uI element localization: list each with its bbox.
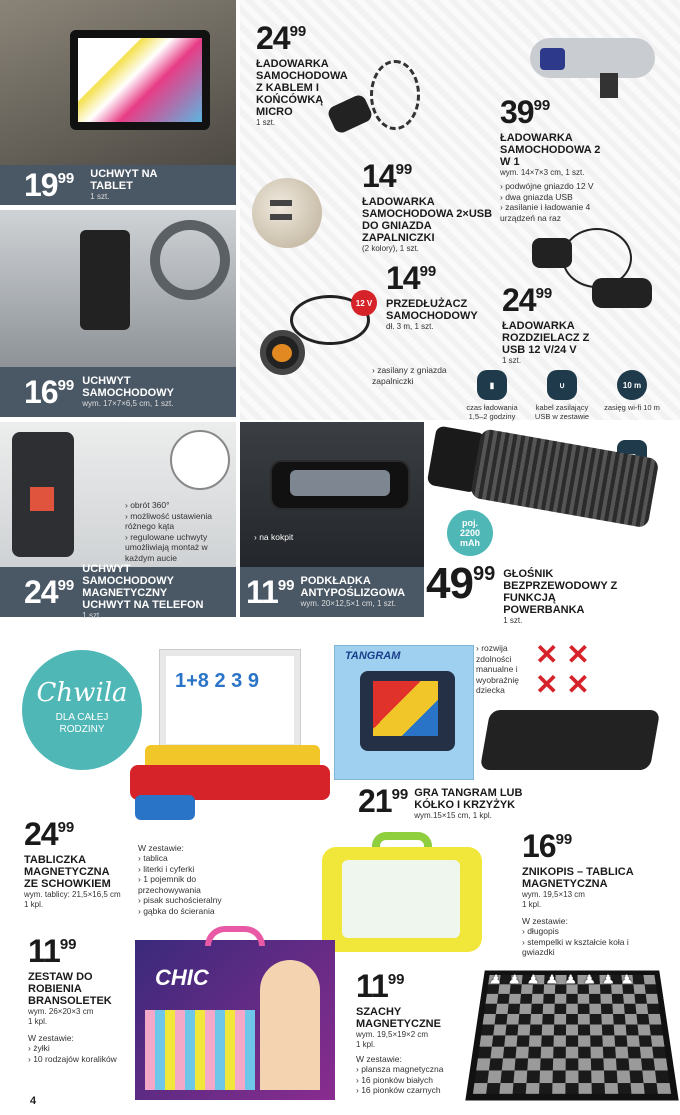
product-title: GRA TANGRAM LUB KÓŁKO I KRZYŻYK	[414, 787, 523, 811]
price: 14 99	[386, 260, 437, 296]
extension-features: › zasilany z gniazda zapalniczki	[372, 365, 447, 386]
wifi-icon: 10 m	[617, 370, 647, 400]
product-qty: wym. 19,5×13 cm	[522, 890, 585, 899]
feature-list: › podwójne gniazdo 12 V › dwa gniazda USB › zasilanie i ładowanie 4 urządzeń na raz	[500, 181, 670, 223]
chwila-script: Chwila	[36, 678, 128, 708]
product-splitter	[502, 284, 612, 366]
product-chess: 11 99 SZACHY MAGNETYCZNE wym. 19,5×19×2 cm 1 kpl. W zestawie: › plansza magnetyczna › 16 pionków białych › 16 pionków czarnych	[356, 970, 476, 1096]
price: 11 99	[28, 933, 77, 969]
product-speaker	[426, 559, 676, 626]
chwila-badge	[22, 650, 142, 770]
magnetic-holder-bar	[0, 563, 236, 620]
set-label: W zestawie:	[356, 1054, 402, 1064]
product-qty: wym. 17×7×6,5 cm, 1 szt.	[82, 399, 174, 408]
product-2usb-charger	[362, 160, 512, 254]
price: 11 99	[246, 574, 295, 610]
product-title: PODKŁADKA ANTYPOŚLIZGOWA	[300, 575, 406, 599]
product-qty-2: 1 kpl.	[28, 1017, 48, 1026]
product-qty: wym. 26×20×3 cm	[28, 1007, 94, 1016]
magnetic-holder-photo	[0, 422, 236, 567]
magnetic-holder-features: › obrót 360° › możliwość ustawienia różnego kąta › regulowane uchwyty umożliwiają montaż w każdym aucie	[125, 500, 235, 563]
product-qty: wym.15×15 cm, 1 kpl.	[414, 811, 492, 820]
tangram-box-photo	[334, 645, 474, 780]
usb-cable-feature: ∪ kabel zasilający USB w zestawie	[530, 370, 594, 421]
product-title: ZESTAW DO ROBIENIA BRANSOLETEK	[28, 971, 112, 1007]
chwila-sub: DLA CAŁEJ RODZINY	[55, 712, 109, 735]
price: 16 99	[24, 374, 75, 410]
product-qty: wym. tablicy: 21,5×16,5 cm	[24, 890, 121, 899]
price: 21 99	[358, 783, 409, 819]
price: 49 99	[426, 559, 496, 608]
product-title: UCHWYT SAMOCHODOWY	[82, 375, 174, 399]
product-2in1-charger	[500, 96, 670, 223]
product-qty: 1 szt.	[256, 118, 276, 127]
anti-slip-mat-bar	[240, 567, 424, 617]
set-label: W zestawie:	[138, 843, 184, 853]
magnetic-board-set: W zestawie: › tablica › literki i cyferki › 1 pojemnik do przechowywania › pisak suchościeralny › gąbka do ścierania	[138, 843, 258, 916]
price: 24 99	[24, 816, 75, 852]
usb-cable-icon: ∪	[547, 370, 577, 400]
set-label: W zestawie:	[28, 1033, 74, 1043]
product-qty: 1 szt.	[82, 611, 102, 620]
drawing-board-photo	[322, 832, 482, 957]
price: 24 99	[502, 282, 553, 318]
product-title: ŁADOWARKA SAMOCHODOWA 2 W 1	[500, 132, 601, 168]
product-title: UCHWYT NA TABLET	[90, 168, 158, 192]
capacity-badge: poj. 2200 mAh	[447, 510, 493, 556]
tangram-box-label: TANGRAM	[345, 650, 401, 662]
product-magnetic-board	[24, 818, 139, 910]
product-qty: wym. 19,5×19×2 cm	[356, 1030, 429, 1039]
mat-features: › na kokpit	[254, 532, 293, 543]
tablet-holder-photo	[0, 0, 236, 165]
tictactoe-photo: ✕ ✕ ✕ ✕	[485, 640, 660, 785]
car-phone-holder-bar	[0, 367, 236, 417]
price: 24 99	[256, 20, 307, 56]
car-phone-holder-photo	[0, 210, 236, 367]
price: 19 99	[24, 167, 75, 203]
product-qty: (2 kolory), 1 szt.	[362, 244, 419, 253]
product-qty: dł. 3 m, 1 szt.	[386, 322, 434, 331]
tangram-features: › rozwija zdolności manualne i wyobraźnię dziecka	[476, 643, 541, 696]
page-number: 4	[30, 1095, 37, 1107]
product-qty: 1 szt.	[90, 192, 110, 201]
price: 11 99	[356, 968, 405, 1004]
product-title: TABLICZKA MAGNETYCZNA ZE SCHOWKIEM	[24, 854, 111, 890]
magnetic-board-photo: 1+8 2 3 9	[125, 645, 330, 830]
product-title: ZNIKOPIS – TABLICA MAGNETYCZNA	[522, 866, 634, 890]
bracelet-box-label: CHIC	[155, 965, 209, 990]
product-drawing-board: 16 99 ZNIKOPIS – TABLICA MAGNETYCZNA wym. 19,5×13 cm 1 kpl. W zestawie: › długopis › stempelki w kształcie koła i gwiazdki	[522, 830, 662, 958]
product-qty: 1 szt.	[503, 616, 523, 625]
price: 39 99	[500, 94, 551, 130]
product-qty-2: 1 kpl.	[522, 900, 542, 909]
cable-charger-photo	[330, 60, 420, 140]
product-extension	[386, 262, 496, 332]
product-qty: 1 szt.	[502, 356, 522, 365]
product-title: SZACHY MAGNETYCZNE	[356, 1006, 441, 1030]
chess-board-photo: ♟♟♟♟♟♟♟♟	[465, 971, 678, 1101]
product-title: ŁADOWARKA SAMOCHODOWA Z KABLEM I KOŃCÓWKĄ MICRO	[256, 58, 348, 118]
battery-icon: ▮	[477, 370, 507, 400]
price: 24 99	[24, 574, 75, 610]
voltage-badge: 12 V	[351, 290, 377, 316]
product-qty: wym. 14×7×3 cm, 1 szt.	[500, 168, 585, 177]
product-title: UCHWYT SAMOCHODOWY MAGNETYCZNY UCHWYT NA TELEFON	[82, 563, 204, 611]
battery-feature: ▮ czas ładowania 1,5–2 godziny	[460, 370, 524, 421]
product-title: ŁADOWARKA SAMOCHODOWA 2×USB DO GNIAZDA ZAPALNICZKI	[362, 196, 493, 244]
product-title: ŁADOWARKA ROZDZIELACZ Z USB 12 V/24 V	[502, 320, 590, 356]
price: 14 99	[362, 158, 413, 194]
anti-slip-mat-photo	[240, 422, 424, 567]
product-title: PRZEDŁUŻACZ SAMOCHODOWY	[386, 298, 478, 322]
tablet-holder-bar	[0, 165, 236, 205]
product-qty-2: 1 kpl.	[24, 900, 44, 909]
product-qty: wym. 20×12,5×1 cm, 1 szt.	[300, 599, 397, 608]
set-label: W zestawie:	[522, 916, 568, 926]
product-qty-2: 1 kpl.	[356, 1040, 376, 1049]
wifi-feature: 10 m zasięg wi-fi 10 m	[600, 370, 664, 412]
usb-charger-photo	[252, 178, 322, 248]
dual-socket-charger-photo	[530, 28, 660, 98]
product-title: GŁOŚNIK BEZPRZEWODOWY Z FUNKCJĄ POWERBANKA	[503, 568, 618, 616]
product-tangram	[358, 785, 588, 821]
bracelet-kit-photo	[135, 940, 335, 1100]
price: 16 99	[522, 828, 573, 864]
product-bracelet-kit: 11 99 ZESTAW DO ROBIENIA BRANSOLETEK wym. 26×20×3 cm 1 kpl. W zestawie: › żyłki › 10 rodzajów koralików	[28, 935, 138, 1064]
